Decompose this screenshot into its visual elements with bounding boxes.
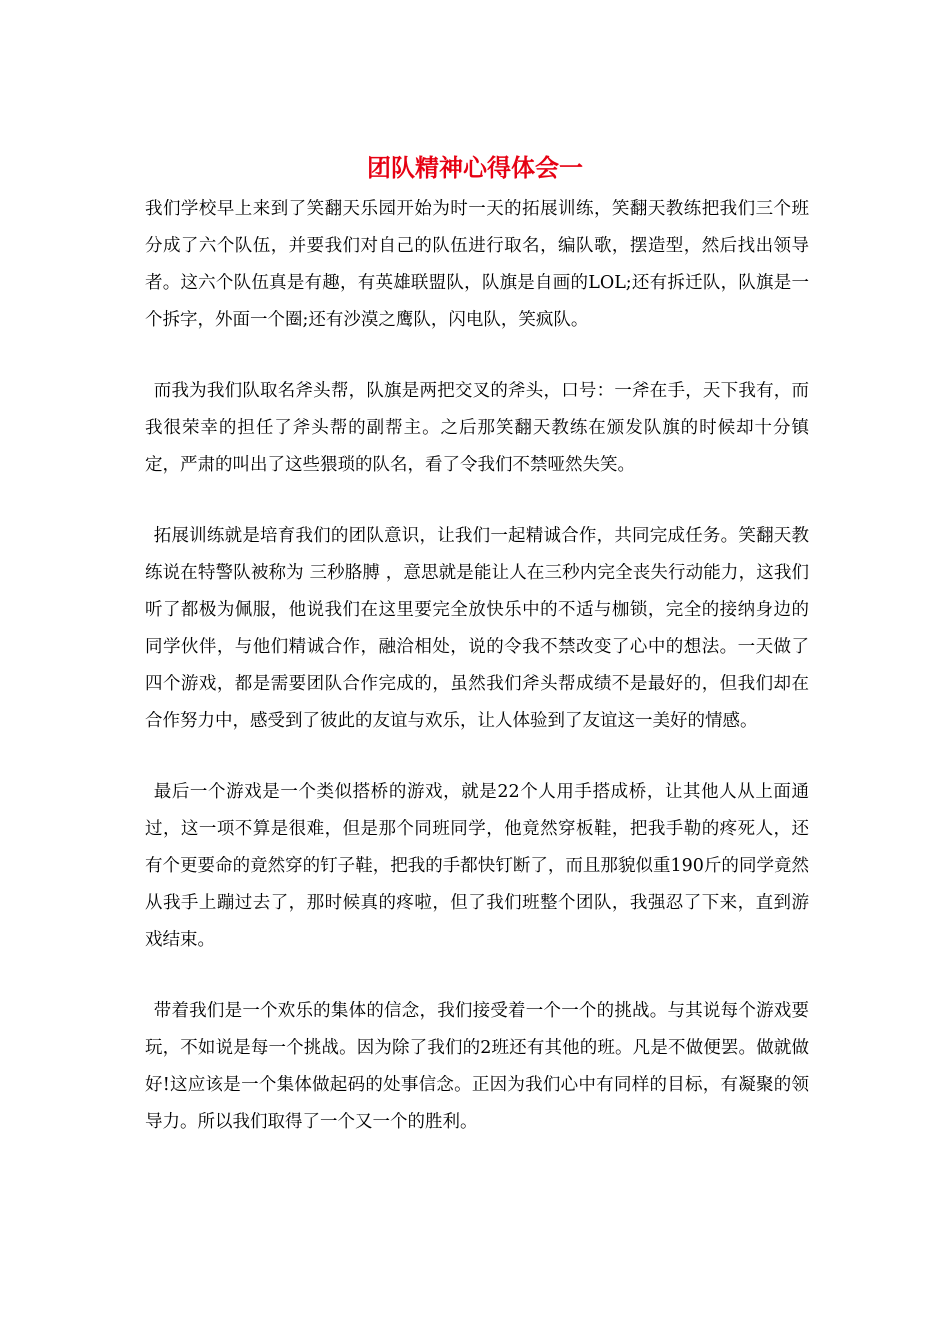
paragraph-5: 带着我们是一个欢乐的集体的信念，我们接受着一个一个的挑战。与其说每个游戏要玩，不如说是每一个挑战。因为除了我们的2班还有其他的班。凡是不做便罢。做就做好!这应该是一个集体做起码的处事信念。正因为我们心中有同样的目标，有凝聚的领导力。所以我们取得了一个又一个的胜利。 (145, 1001, 809, 1132)
document-title: 团队精神心得体会一 (367, 154, 583, 182)
paragraph-4: 最后一个游戏是一个类似搭桥的游戏，就是22个人用手搭成桥，让其他人从上面通过，这一项不算是很难，但是那个同班同学，他竟然穿板鞋，把我手勒的疼死人，还有个更要命的竟然穿的钉子鞋，把我的手都快钉断了，而且那貌似重190斤的同学竟然从我手上蹦过去了，那时候真的疼啦，但了我们班整个团队，我强忍了下来，直到游戏结束。 (145, 782, 809, 950)
paragraph-2: 而我为我们队取名斧头帮，队旗是两把交叉的斧头，口号：一斧在手，天下我有，而我很荣幸的担任了斧头帮的副帮主。之后那笑翻天教练在颁发队旗的时候却十分镇定，严肃的叫出了这些猥琐的队名，看了令我们不禁哑然失笑。 (145, 381, 809, 475)
document-body (145, 191, 809, 1175)
paragraph-3: 拓展训练就是培育我们的团队意识，让我们一起精诚合作，共同完成任务。笑翻天教练说在特警队被称为 三秒胳膊 ，意思就是能让人在三秒内完全丧失行动能力，这我们听了都极为佩服，他说我们在这里要完全放快乐中的不适与枷锁，完全的接纳身边的同学伙伴，与他们精诚合作，融洽相处，说的令我不禁改变了心中的想法。一天做了四个游戏，都是需要团队合作完成的，虽然我们斧头帮成绩不是最好的，但我们却在合作努力中，感受到了彼此的友谊与欢乐，让人体验到了友谊这一美好的情感。 (145, 526, 809, 731)
paragraph-1: 我们学校早上来到了笑翻天乐园开始为时一天的拓展训练，笑翻天教练把我们三个班分成了六个队伍，并要我们对自己的队伍进行取名，编队歌，摆造型，然后找出领导者。这六个队伍真是有趣，有英雄联盟队，队旗是自画的LOL;还有拆迁队，队旗是一个拆字，外面一个圈;还有沙漠之鹰队，闪电队，笑疯队。 (145, 199, 809, 330)
